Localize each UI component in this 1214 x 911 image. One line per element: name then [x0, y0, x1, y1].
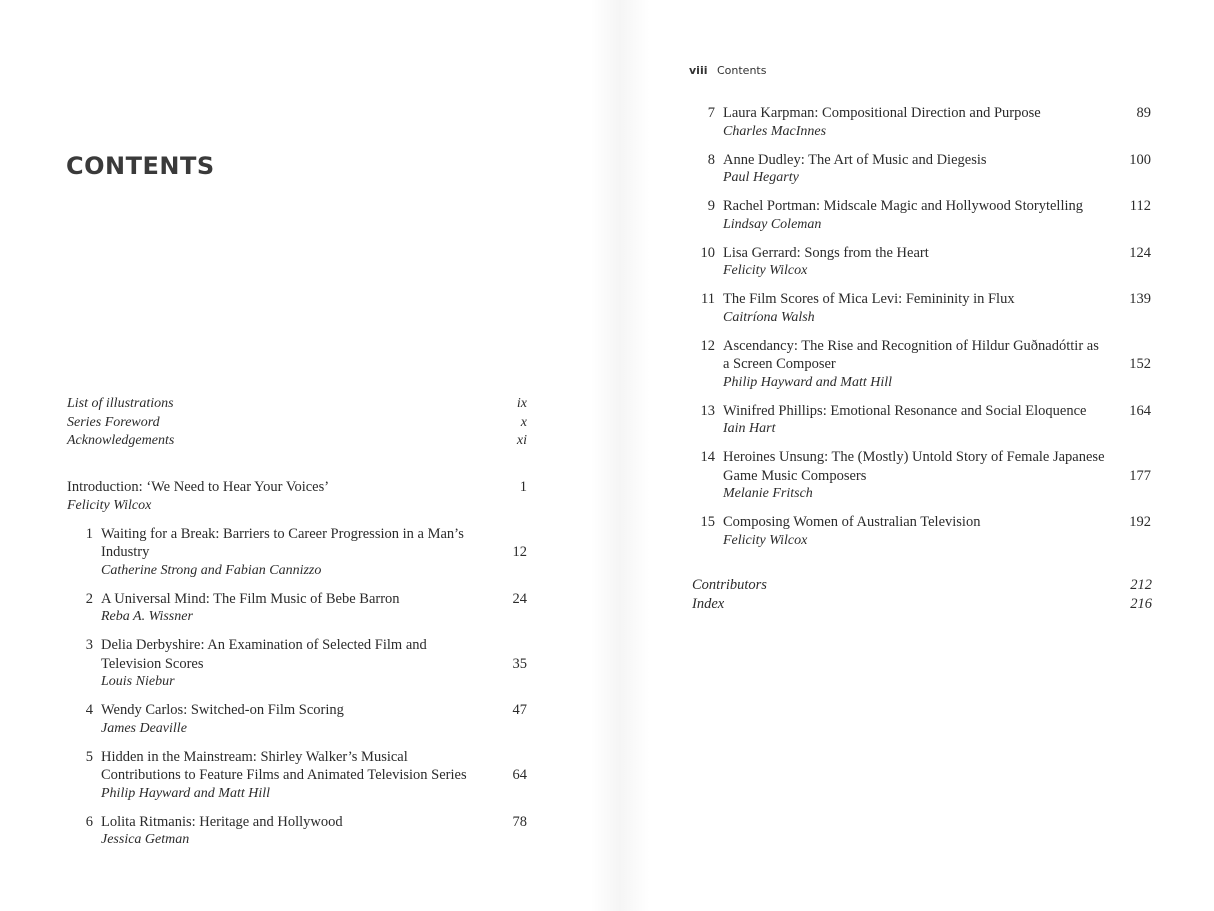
chapter-author: Melanie Fritsch: [723, 486, 813, 501]
chapter-author: Felicity Wilcox: [723, 263, 808, 278]
chapter-number: 2: [85, 590, 93, 607]
entry-body: [723, 448, 1105, 504]
chapter-page: 164: [1129, 402, 1151, 419]
chapter-number: 1: [85, 525, 93, 542]
chapter-number: 14: [700, 449, 715, 465]
chapter-author: Felicity Wilcox: [723, 532, 808, 548]
chapter-page: 100: [1129, 151, 1151, 168]
chapter-page: 192: [1129, 514, 1151, 530]
back-matter-item: [692, 595, 1152, 614]
front-matter-item-page: x: [520, 414, 527, 430]
chapter-author: Louis Niebur: [101, 674, 175, 689]
front-matter-item-label: Acknowledgements: [67, 433, 175, 448]
chapter-page: 124: [1129, 244, 1151, 261]
chapter-page: 47: [512, 702, 527, 718]
chapter-page: 64: [512, 767, 527, 783]
chapter-title: Lisa Gerrard: Songs from the Heart: [723, 244, 929, 261]
front-matter-item-page: ix: [516, 396, 527, 411]
right-page: [607, 0, 1214, 911]
back-matter-item-page: 216: [1130, 595, 1152, 612]
chapter-page: 89: [1136, 105, 1151, 121]
chapter-number: 3: [85, 637, 93, 653]
toc-entry: [689, 151, 1151, 188]
toc-entry: [689, 448, 1151, 504]
chapter-number: 11: [701, 291, 715, 307]
chapter-number: 7: [707, 105, 715, 121]
toc-entry: [67, 590, 527, 627]
chapter-title: Heroines Unsung: The (Mostly) Untold Story of Female Japanese Game Music Composers: [723, 449, 1105, 484]
chapter-page: 1: [519, 479, 527, 495]
front-matter-list: [67, 395, 527, 451]
entry-body: [723, 290, 1105, 327]
chapter-author: Paul Hegarty: [723, 170, 799, 185]
toc-right: [689, 104, 1151, 560]
chapter-page: 139: [1129, 291, 1151, 307]
toc-entry: [67, 701, 527, 738]
chapter-title: Winifred Phillips: Emotional Resonance and Social Eloquence: [723, 402, 1087, 419]
chapter-title: Introduction: ‘We Need to Hear Your Voices’: [67, 479, 330, 495]
running-head-title: Contents: [716, 64, 767, 77]
toc-entry: [689, 197, 1151, 234]
entry-body: [723, 151, 1105, 188]
entry-body: [101, 636, 481, 692]
chapter-title: A Universal Mind: The Film Music of Bebe Barron: [101, 590, 400, 607]
chapter-page: 24: [512, 590, 527, 607]
entry-body: [67, 478, 481, 515]
toc-entry: [689, 337, 1151, 393]
chapter-author: Lindsay Coleman: [723, 216, 822, 232]
chapter-page: 12: [512, 544, 527, 560]
chapter-title: Wendy Carlos: Switched-on Film Scoring: [101, 702, 344, 718]
front-matter-item: [67, 395, 527, 414]
toc-entry: [67, 813, 527, 850]
chapter-author: Felicity Wilcox: [67, 497, 152, 513]
entry-body: [101, 590, 481, 627]
running-head-page: viii: [689, 64, 708, 77]
chapter-author: Catherine Strong and Fabian Cannizzo: [101, 562, 322, 578]
chapter-title: Hidden in the Mainstream: Shirley Walker’s Musical Contributions to Feature Films and Animated Television Series: [101, 748, 467, 783]
chapter-author: Philip Hayward and Matt Hill: [723, 374, 893, 390]
chapter-author: Caitríona Walsh: [723, 309, 815, 325]
entry-body: [101, 525, 481, 581]
front-matter-item-page: xi: [516, 433, 527, 448]
entry-body: [723, 104, 1105, 141]
entry-body: [101, 813, 481, 850]
chapter-number: 13: [700, 402, 715, 419]
chapter-title: Composing Women of Australian Television: [723, 514, 981, 530]
chapter-title: Rachel Portman: Midscale Magic and Hollywood Storytelling: [723, 198, 1084, 214]
chapter-number: 12: [700, 337, 715, 354]
toc-entry: [67, 525, 527, 581]
chapter-author: Philip Hayward and Matt Hill: [101, 785, 271, 801]
chapter-author: James Deaville: [101, 720, 187, 736]
running-head: [689, 64, 766, 77]
chapter-title: Waiting for a Break: Barriers to Career Progression in a Man’s Industry: [101, 525, 464, 560]
chapter-number: 8: [707, 151, 715, 168]
entry-body: [101, 748, 481, 804]
toc-entry: [67, 636, 527, 692]
entry-body: [723, 513, 1105, 550]
toc-left: [67, 478, 527, 859]
front-matter-item-label: List of illustrations: [67, 396, 174, 411]
chapter-title: Laura Karpman: Compositional Direction and Purpose: [723, 105, 1041, 121]
chapter-number: 9: [707, 198, 715, 214]
front-matter-item-label: Series Foreword: [67, 414, 160, 430]
chapter-page: 177: [1129, 467, 1151, 484]
toc-entry: [67, 478, 527, 515]
chapter-author: Iain Hart: [723, 421, 776, 436]
chapter-author: Charles MacInnes: [723, 123, 827, 139]
toc-entry: [689, 513, 1151, 550]
back-matter-item-label: Contributors: [692, 577, 767, 593]
toc-entry: [689, 244, 1151, 281]
chapter-page: 78: [512, 813, 527, 830]
back-matter-item-label: Index: [692, 595, 725, 612]
entry-body: [723, 197, 1105, 234]
chapter-title: Lolita Ritmanis: Heritage and Hollywood: [101, 813, 343, 830]
front-matter-item: [67, 432, 527, 451]
toc-entry: [689, 290, 1151, 327]
toc-entry: [689, 402, 1151, 439]
chapter-number: 15: [700, 514, 715, 530]
chapter-page: 112: [1129, 198, 1151, 214]
chapter-number: 6: [85, 813, 93, 830]
toc-entry: [689, 104, 1151, 141]
front-matter-item: [67, 414, 527, 433]
entry-body: [723, 244, 1105, 281]
chapter-author: Jessica Getman: [101, 832, 190, 847]
entry-body: [723, 337, 1105, 393]
entry-body: [101, 701, 481, 738]
chapter-title: Ascendancy: The Rise and Recognition of Hildur Guðnadóttir as a Screen Composer: [723, 337, 1099, 372]
chapter-title: The Film Scores of Mica Levi: Femininity in Flux: [723, 291, 1015, 307]
chapter-page: 35: [512, 655, 527, 672]
toc-entry: [67, 748, 527, 804]
back-matter-list: [692, 576, 1152, 613]
back-matter-item-page: 212: [1130, 577, 1152, 593]
chapter-number: 10: [700, 244, 715, 261]
chapter-number: 4: [85, 702, 93, 718]
chapter-title: Anne Dudley: The Art of Music and Diegesis: [723, 151, 987, 168]
chapter-number: 5: [85, 748, 93, 765]
chapter-title: Delia Derbyshire: An Examination of Selected Film and Television Scores: [101, 637, 427, 672]
chapter-author: Reba A. Wissner: [101, 609, 193, 624]
chapter-page: 152: [1129, 356, 1151, 372]
back-matter-item: [692, 576, 1152, 595]
entry-body: [723, 402, 1105, 439]
contents-heading: CONTENTS: [66, 152, 215, 180]
